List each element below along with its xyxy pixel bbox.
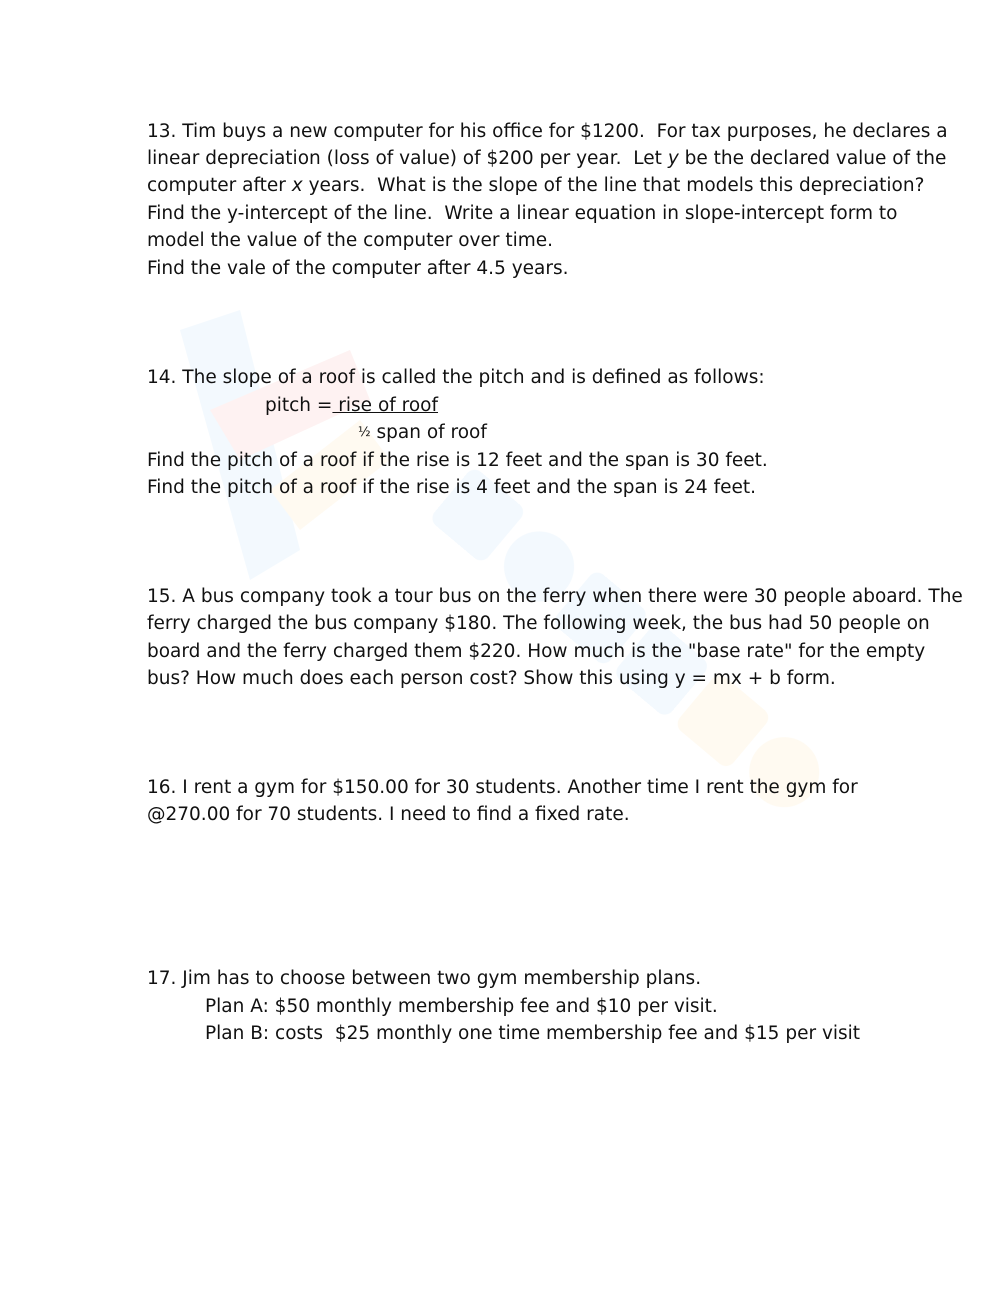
q13-line-1: 13. Tim buys a new computer for his office for $1200. For tax purposes, he declares a [147,121,948,142]
q13-line-3 [147,172,924,199]
q14-line-4: Find the pitch of a roof if the rise is 12 feet and the span is 30 feet. [147,450,768,471]
q13-line-3-b: years. What is the slope of the line that models this depreciation? [302,175,925,196]
q14-line-5: Find the pitch of a roof if the rise is 4 feet and the span is 24 feet. [147,477,756,498]
q17-plan-b: Plan B: costs $25 monthly one time membership fee and $15 per visit [205,1023,861,1044]
q13-line-3-a: computer after [147,175,292,196]
q15-line-1: 15. A bus company took a tour bus on the ferry when there were 30 people aboard. The [147,586,963,607]
q15-line-3: board and the ferry charged them $220. How much is the "base rate" for the empty [147,641,926,662]
q13-line-2-a: linear depreciation (loss of value) of $200 per year. Let [147,148,668,169]
q13-line-2 [147,145,946,172]
q13-var-y: y [667,148,679,169]
q13-var-x: x [291,175,303,196]
q16-line-1: 16. I rent a gym for $150.00 for 30 students. Another time I rent the gym for [147,777,858,798]
q13-line-6: Find the vale of the computer after 4.5 years. [147,258,569,279]
q14-denominator-line [358,419,487,446]
q14-pitch-formula [265,392,438,419]
q15-line-2: ferry charged the bus company $180. The following week, the bus had 50 people on [147,613,930,634]
q14-numerator: rise of roof [332,395,439,416]
q13-line-2-b: be the declared value of the [678,148,947,169]
q14-denominator: span of roof [370,422,487,443]
q14-pitch-label: pitch = [265,395,333,416]
q14-line-1: 14. The slope of a roof is called the pitch and is defined as follows: [147,367,765,388]
q17-plan-a: Plan A: $50 monthly membership fee and $10 per visit. [205,996,718,1017]
q13-line-4: Find the y-intercept of the line. Write a linear equation in slope-intercept form to [147,203,898,224]
q14-half-fraction: ½ [358,425,371,440]
q16-line-2: @270.00 for 70 students. I need to find a fixed rate. [147,804,630,825]
q15-line-4: bus? How much does each person cost? Show this using y = mx + b form. [147,668,836,689]
watermark-blue-shape [180,310,300,580]
q13-line-5: model the value of the computer over time. [147,230,554,251]
q17-line-1: 17. Jim has to choose between two gym membership plans. [147,968,702,989]
